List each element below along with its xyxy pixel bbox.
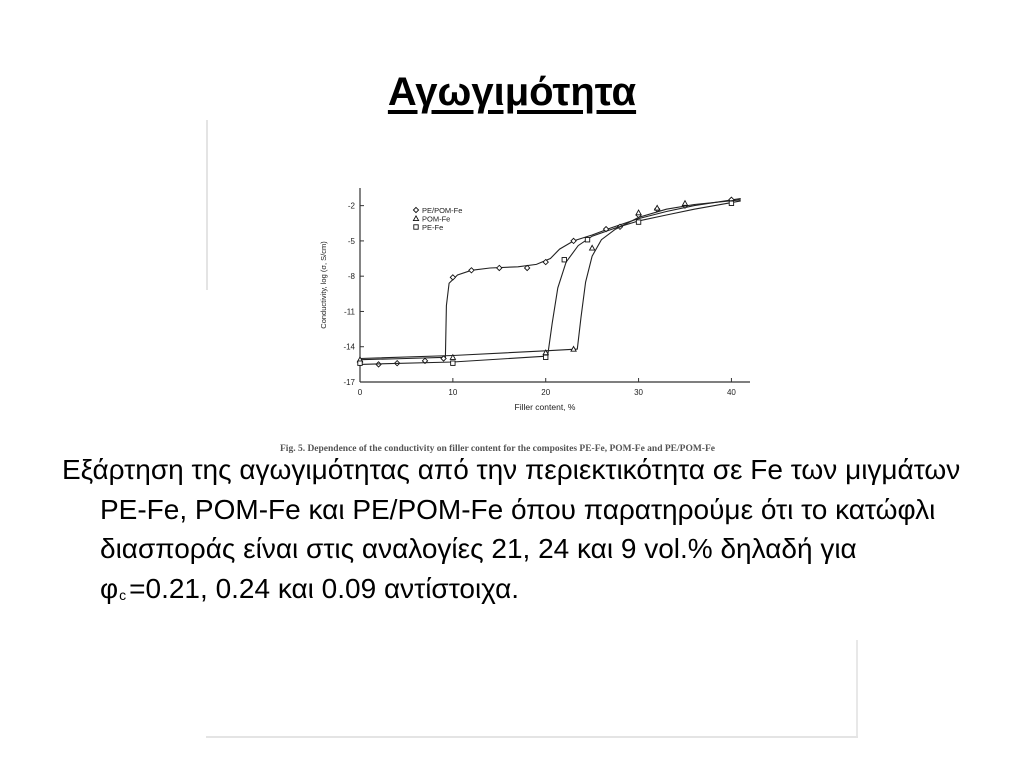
chart-axes [319, 188, 750, 412]
data-point [497, 265, 502, 270]
series-pom-fe [357, 200, 740, 362]
y-tick-label: -14 [343, 342, 355, 352]
body-paragraph [62, 450, 962, 615]
y-tick-label: -11 [344, 307, 355, 317]
data-point [450, 275, 455, 280]
x-tick-label: 10 [448, 388, 458, 397]
legend-marker [413, 207, 418, 212]
y-tick-label: -5 [347, 236, 355, 246]
y-tick-label: -17 [343, 378, 355, 387]
legend-label: POM-Fe [422, 214, 451, 224]
legend-label: PE/POM-Fe [422, 206, 463, 215]
body-text-values: =0.21, 0.24 και 0.09 αντίστοιχα. [129, 572, 520, 604]
x-tick-label: 40 [726, 388, 736, 397]
x-tick-label: 20 [541, 388, 551, 397]
data-point [636, 220, 640, 224]
x-tick-label: 0 [357, 388, 363, 397]
chart-series [357, 197, 740, 367]
scan-edge-bottom [206, 736, 858, 738]
data-point [636, 210, 641, 215]
data-point [544, 355, 548, 359]
legend-marker [413, 216, 418, 221]
data-point [571, 238, 576, 243]
series-pe-pom-fe [357, 197, 740, 367]
slide-title: Αγωγιμότητα [387, 70, 637, 114]
chart-legend [413, 206, 462, 232]
data-point [562, 258, 566, 262]
data-point [729, 201, 733, 205]
data-point [682, 201, 687, 206]
data-point [358, 361, 362, 365]
data-point [585, 238, 589, 242]
y-axis-label: Conductivity, log (σ, S/cm) [319, 241, 328, 329]
data-point [655, 205, 660, 210]
legend-marker [414, 225, 418, 229]
data-point [451, 361, 455, 365]
scan-edge-right [856, 640, 858, 738]
slide-body [62, 450, 962, 615]
figure-caption: Fig. 5. Dependence of the conductivity on filler content for the composites PE-Fe, POM-Fe and PE/POM-Fe [280, 444, 715, 454]
x-tick-label: 30 [634, 388, 644, 397]
data-point [469, 268, 474, 273]
y-tick-label: -2 [347, 201, 355, 211]
data-point [590, 245, 595, 250]
legend-label: PE-Fe [422, 223, 444, 232]
y-tick-label: -8 [347, 272, 355, 282]
x-axis-label: Filler content, % [514, 402, 576, 412]
phi-subscript: c [119, 586, 127, 603]
conductivity-chart [290, 180, 760, 420]
body-text-main: Εξάρτηση της αγωγιμότητας από την περιεκτικότητα σε Fe των μιγμάτων PE-Fe, POM-Fe και PE/POM-Fe όπου παρατηρούμε ότι το κατώφλι διασποράς είναι στις αναλογίες 21, 24 και 9 vol.% δηλαδή για φ [62, 454, 961, 604]
scan-edge-left [206, 120, 208, 290]
